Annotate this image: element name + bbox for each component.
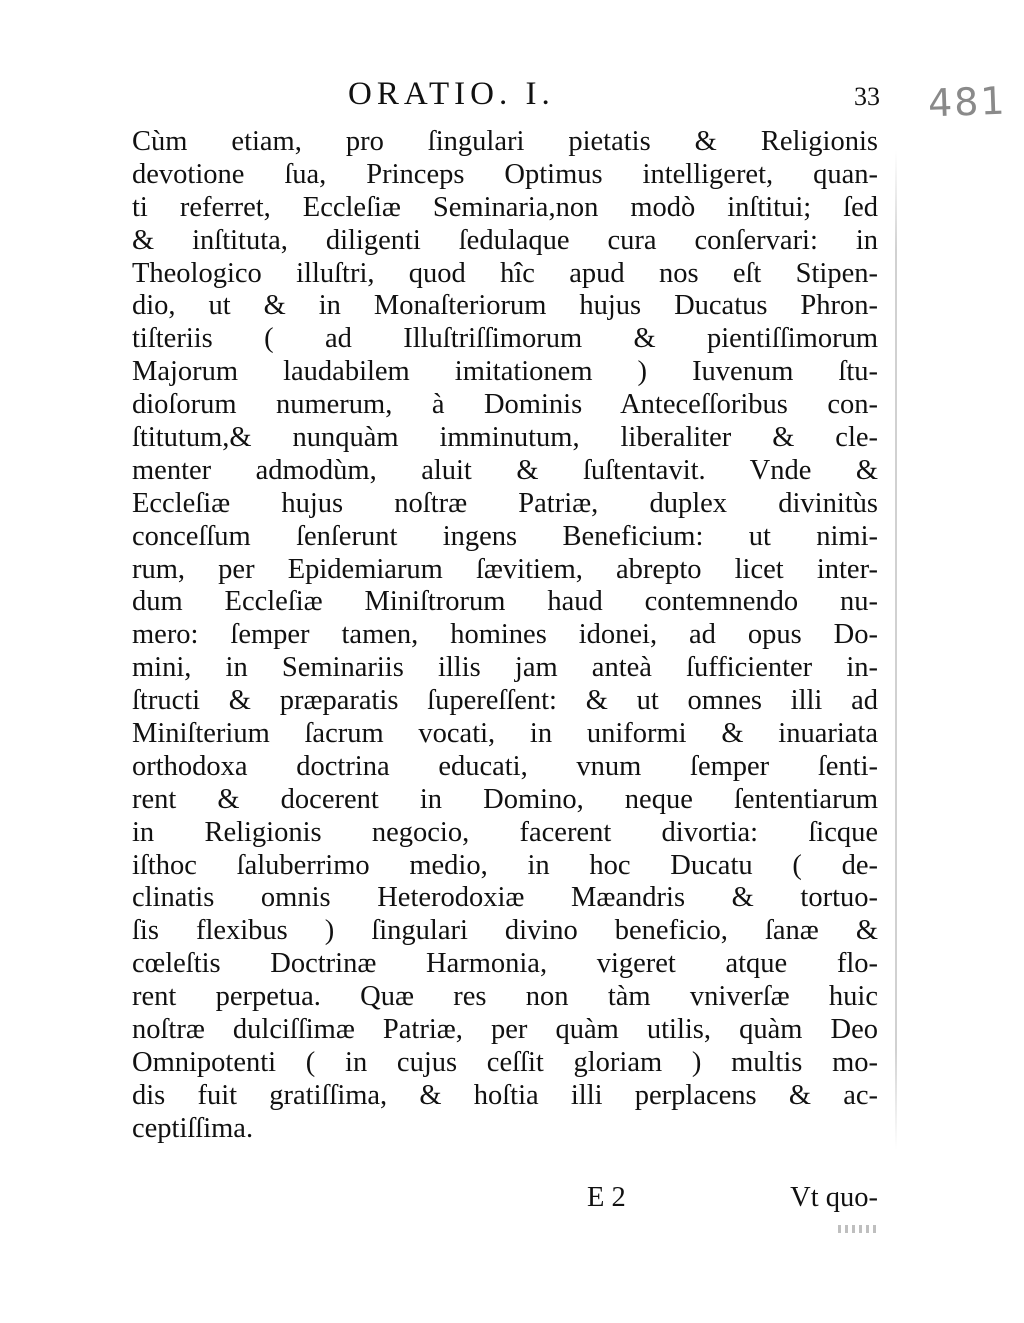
text-line: noſtræ dulciſſimæ Patriæ, per quàm utilis, quàm Deo [132,1014,878,1046]
text-line: conceſſum ſenſerunt ingens Beneficium: ut nimi- [132,520,878,552]
text-line: mini, in Seminariis illis jam anteà ſufficienter in- [132,652,878,684]
text-line: orthodoxa doctrina educati, vnum ſemper ſenti- [132,750,878,782]
text-line: dum Eccleſiæ Miniſtrorum haud contemnendo nu- [132,586,878,618]
page-footer [132,1180,878,1220]
text-line: rum, per Epidemiarum ſævitiem, abrepto licet inter- [132,553,878,585]
catchword: Vt quo- [790,1182,878,1213]
text-line: Omnipotenti ( in cujus ceſſit gloriam ) multis mo- [132,1046,878,1078]
page-header [130,74,880,114]
text-line: clinatis omnis Heterodoxiæ Mæandris & tortuo- [132,882,878,914]
text-line: mero: ſemper tamen, homines idonei, ad opus Do- [132,619,878,651]
handwritten-margin-note: 481 [927,78,1008,126]
signature-mark: E 2 [587,1182,626,1213]
text-line: menter admodùm, aluit & ſuſtentavit. Vnde & [132,454,878,486]
text-line: ſis flexibus ) ſingulari divino beneficio, ſanæ & [132,915,878,947]
page-number: 33 [854,82,880,111]
text-line: Theologico illuſtri, quod hîc apud nos eſt Stipen- [132,257,878,289]
text-line: in Religionis negocio, facerent divortia: ſicque [132,816,878,848]
text-line: tiſteriis ( ad Illuſtriſſimorum & pientiſſimorum [132,323,878,355]
text-line: ſtructi & præparatis ſupereſſent: & ut omnes illi ad [132,685,878,717]
text-line: ti referret, Eccleſiæ Seminaria,non modò inſtitui; ſed [132,191,878,223]
text-line: Miniſterium ſacrum vocati, in uniformi & inuariata [132,718,878,750]
text-line: rent & docerent in Domino, neque ſententiarum [132,783,878,815]
text-line: rent perpetua. Quæ res non tàm vniverſæ huic [132,981,878,1013]
scan-edge-shadow [895,150,897,1150]
text-line: dis fuit gratiſſima, & hoſtia illi perplacens & ac- [132,1079,878,1111]
ink-bleed [838,1225,878,1233]
text-line: Cùm etiam, pro ſingulari pietatis & Religionis [132,126,878,157]
text-line: Majorum laudabilem imitationem ) Iuvenum ſtu- [132,356,878,388]
text-line: dioſorum numerum, à Dominis Anteceſſoribus con- [132,389,878,421]
text-line: Eccleſiæ hujus noſtræ Patriæ, duplex divinitùs [132,487,878,519]
text-line: ceptiſſima. [132,1112,254,1144]
text-line: devotione ſua, Princeps Optimus intelligeret, quan- [132,158,878,190]
text-line: iſthoc ſaluberrimo medio, in hoc Ducatu ( de- [132,849,878,881]
running-head: ORATIO. I. [348,76,555,112]
text-line: dio, ut & in Monaſteriorum hujus Ducatus Phron- [132,290,878,322]
body-text [132,126,878,1146]
text-line: ſtitutum,& nunquàm imminutum, liberaliter & cle- [132,422,878,454]
text-line: cœleſtis Doctrinæ Harmonia, vigeret atque flo- [132,948,878,980]
text-line: & inſtituta, diligenti ſedulaque cura conſervari: in [132,224,878,256]
